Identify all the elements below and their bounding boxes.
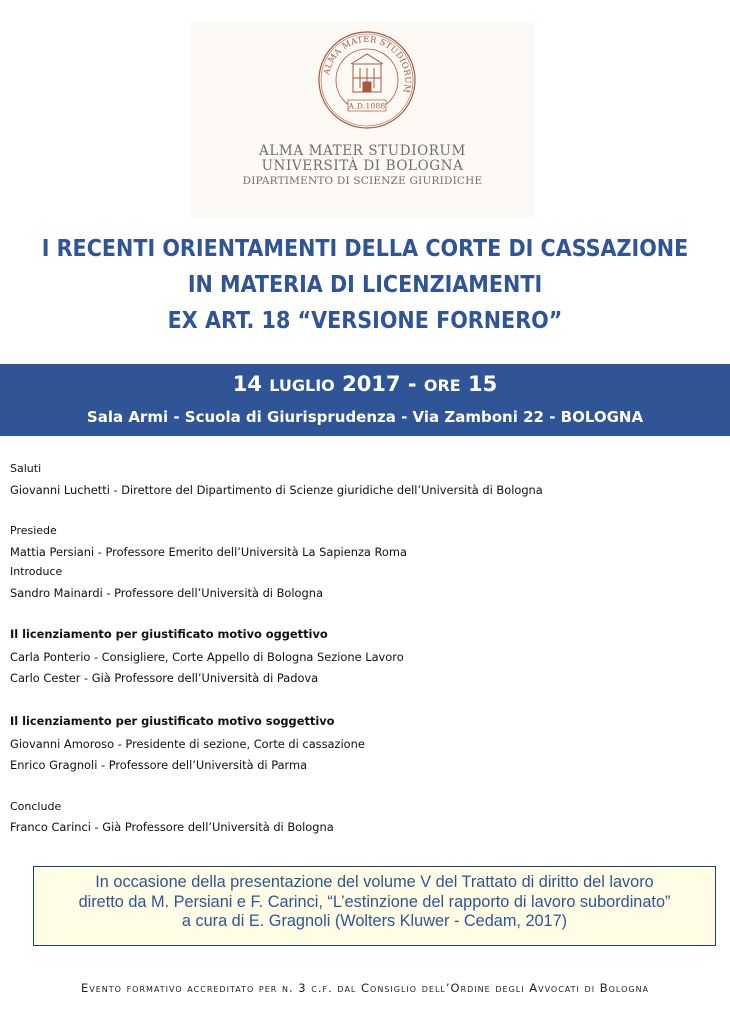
program-speaker: Franco Carinci - Già Professore dell’Università di Bologna [10,820,334,834]
logo-area [190,22,535,218]
event-time-label: ORE [423,376,461,395]
event-title-line-1: I RECENTI ORIENTAMENTI DELLA CORTE DI CASSAZIONE [41,236,689,262]
event-title-line-2: IN MATERIA DI LICENZIAMENTI [187,272,543,298]
book-presentation-notice [33,866,716,946]
program-role-conclude: Conclude [10,800,62,813]
event-separator: - [407,372,417,396]
date-venue-band [0,364,730,436]
event-month: LUGLIO [269,376,335,395]
notice-line-1: In occasione della presentazione del volume V del Trattato di diritto del lavoro [95,873,654,891]
program-speaker: Mattia Persiani - Professore Emerito dell’Università La Sapienza Roma [10,545,407,559]
seal-ring-text: ALMA MATER STUDIORUM [321,33,414,95]
program-speaker: Giovanni Luchetti - Direttore del Dipartimento di Scienze giuridiche dell’Università di Bologna [10,483,543,497]
program-role-introduce: Introduce [10,565,63,578]
department-name: DIPARTIMENTO DI SCIENZE GIURIDICHE [242,175,483,187]
event-time: 15 [468,372,498,396]
event-day: 14 [232,372,262,396]
accreditation-footer: Evento formativo accreditato per n. 3 c.f. dal Consiglio dell’Ordine degli Avvocati di Bologna [80,981,650,995]
program-section-oggettivo: Il licenziamento per giustificato motivo oggettivo [10,627,328,641]
program-speaker: Carla Ponterio - Consigliere, Corte Appello di Bologna Sezione Lavoro [10,650,404,664]
notice-line-3: a cura di E. Gragnoli (Wolters Kluwer - Cedam, 2017) [181,912,568,930]
notice-line-2: diretto da M. Persiani e F. Carinci, “L’estinzione del rapporto di lavoro subordinato” [78,892,671,911]
event-title-line-3: EX ART. 18 “VERSIONE FORNERO” [167,308,563,334]
event-date-time [0,372,730,396]
institution-motto: ALMA MATER STUDIORUM [259,143,466,159]
seal-founding-date: A.D.1088 [348,101,386,111]
program-speaker: Carlo Cester - Già Professore dell’Università di Padova [10,671,319,685]
program-speaker: Enrico Gragnoli - Professore dell’Università di Parma [10,758,308,772]
program-section-soggettivo: Il licenziamento per giustificato motivo soggettivo [10,714,335,728]
university-seal-icon [317,30,417,130]
program-speaker: Giovanni Amoroso - Presidente di sezione, Corte di cassazione [10,737,365,751]
program-role-saluti: Saluti [10,462,42,475]
institution-name: UNIVERSITÀ DI BOLOGNA [261,158,464,174]
event-venue: Sala Armi - Scuola di Giurisprudenza - Via Zamboni 22 - BOLOGNA [86,408,644,426]
event-year: 2017 [342,372,401,396]
program-role-presiede: Presiede [10,524,57,537]
program-speaker: Sandro Mainardi - Professore dell’Università di Bologna [10,586,323,600]
